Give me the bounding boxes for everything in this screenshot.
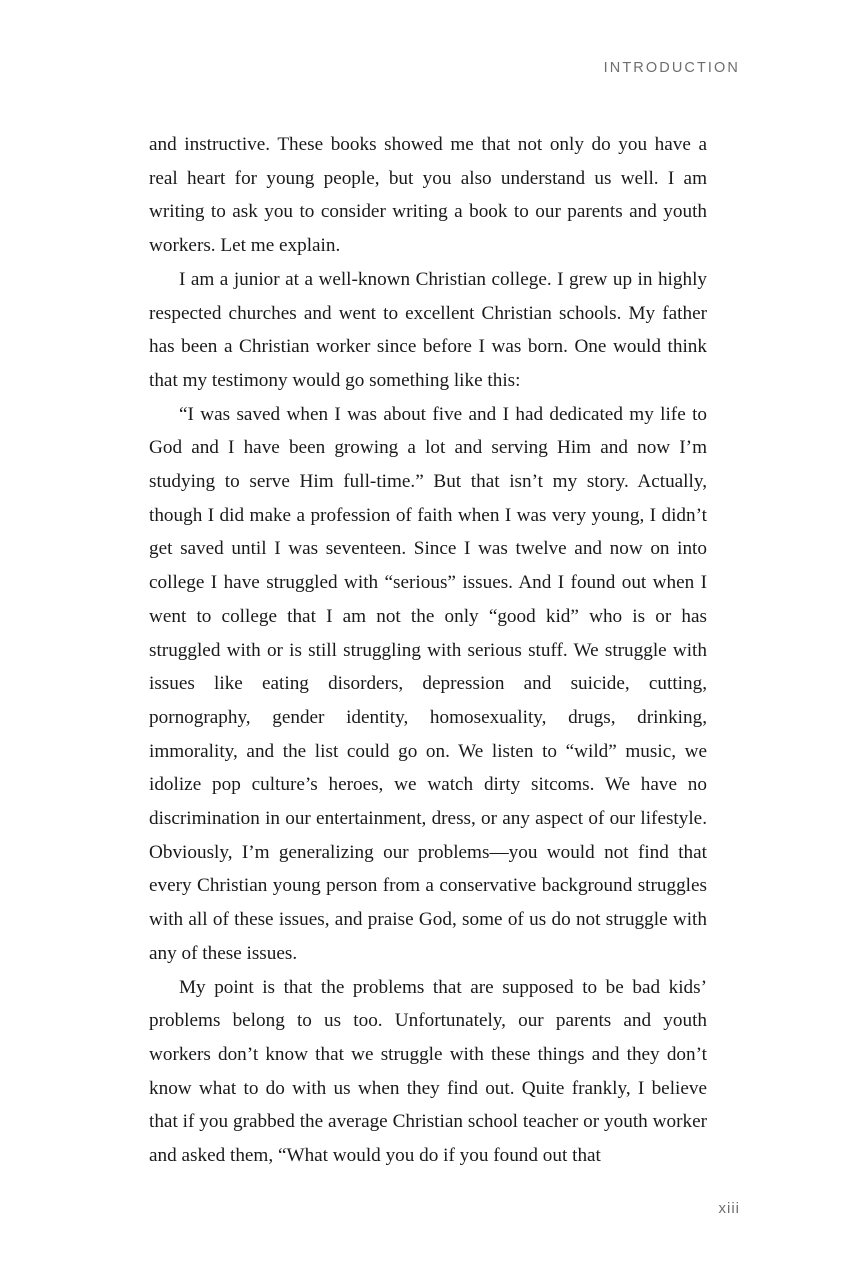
- paragraph: My point is that the problems that are supposed to be bad kids’ problems belong to us too. Unfortunately, our parents and youth workers don’t know that we struggle with these things and they don’t know what to do with us when they find out. Quite frankly, I believe that if you grabbed the average Christian school teacher or youth worker and asked them, “What would you do if you found out that: [149, 976, 707, 1167]
- paragraph: “I was saved when I was about five and I had dedicated my life to God and I have been growing a lot and serving Him and now I’m studying to serve Him full-time.” But that isn’t my story. Actually, though I did make a profession of faith when I was very young, I didn’t get saved until I was seventeen. Since I was twelve and now on into college I have struggled with “serious” issues. And I found out when I went to college that I am not the only “good kid” who is or has struggled with or is still struggling with serious stuff. We struggle with issues like eating disorders, depression and suicide, cutting, pornography, gender identity, homosexuality, drugs, drinking, immorality, and the list could go on. We listen to “wild” music, we idolize pop culture’s heroes, we watch dirty sitcoms. We have no discrimination in our entertainment, dress, or any aspect of our lifestyle. Obviously, I’m generalizing our problems—you would not find that every Christian young person from a conservative background struggles with all of these issues, and praise God, some of us do not struggle with any of these issues.: [149, 403, 707, 964]
- paragraph: and instructive. These books showed me that not only do you have a real heart for young people, but you also understand us well. I am writing to ask you to consider writing a book to our parents and youth workers. Let me explain.: [149, 134, 707, 257]
- page-number: xiii: [718, 1200, 740, 1217]
- running-head: INTRODUCTION: [603, 60, 740, 76]
- paragraph: I am a junior at a well-known Christian college. I grew up in highly respected churches and went to excellent Christian schools. My father has been a Christian worker since before I was born. One would think that my testimony would go something like this:: [149, 268, 707, 391]
- body-text-column: [149, 128, 707, 1173]
